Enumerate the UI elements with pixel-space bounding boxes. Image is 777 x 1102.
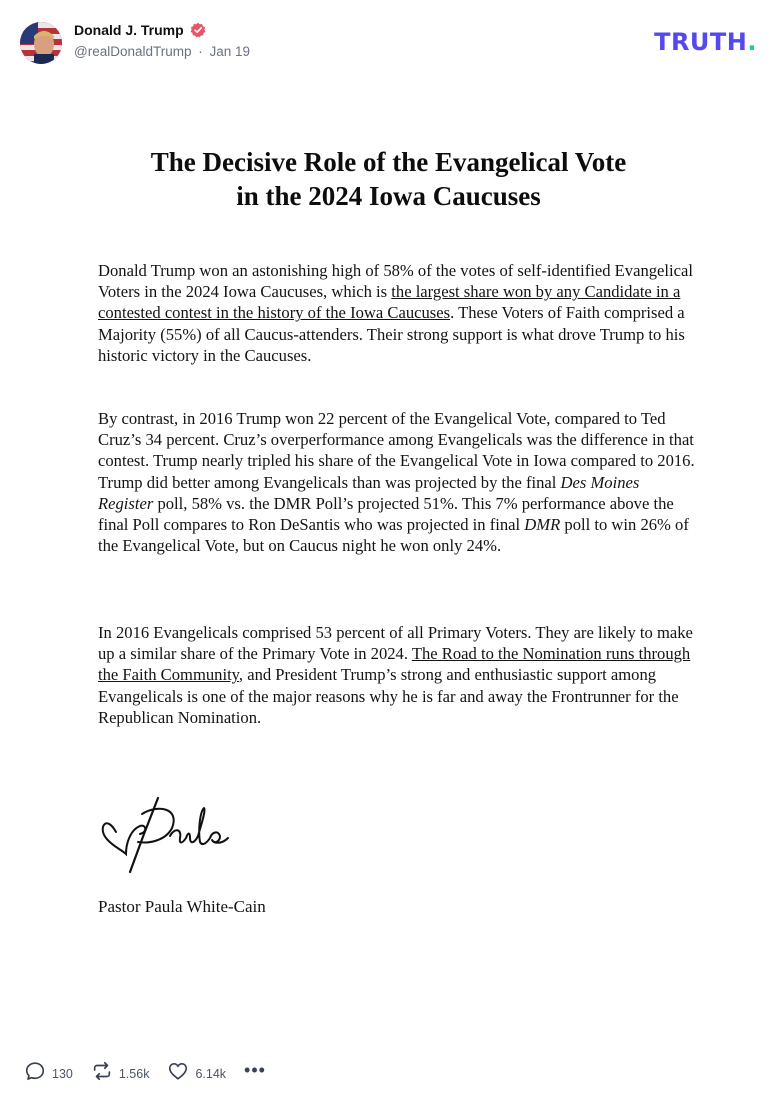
- reply-count: 130: [52, 1066, 73, 1081]
- more-icon: •••: [244, 1060, 266, 1080]
- post-image-letter[interactable]: [20, 82, 757, 1042]
- author-name[interactable]: Donald J. Trump: [74, 22, 184, 38]
- p2-text-c: poll to win 26% of the Evangelical Vote, but on Caucus night he won only 24%.: [98, 515, 689, 556]
- p2-italic-1: Des Moines Register: [98, 472, 640, 513]
- retruth-button[interactable]: [91, 1060, 150, 1087]
- reply-button[interactable]: [24, 1060, 73, 1087]
- p3-text-b: , and President Trump’s strong and enthusiastic support among Evangelicals is one of the major reasons why he is far and away the Frontrunner for the Republican Nomination.: [98, 665, 679, 727]
- logo-dot: .: [747, 28, 757, 56]
- meta-separator: ·: [198, 44, 203, 59]
- reply-icon: [24, 1060, 46, 1087]
- logo-text: TRUTH: [654, 28, 748, 56]
- p2-text-a: By contrast, in 2016 Trump won 22 percent of the Evangelical Vote, compared to Ted Cruz’s 34 percent. Cruz’s overperformance among Evangelicals was the difference in that contest. Trump nearly tripled his share of the Evangelical Vote in Iowa compared to 2016. Trump did better among Evangelicals than was projected by the final: [98, 409, 695, 492]
- retruth-count: 1.56k: [118, 1066, 150, 1081]
- heart-icon: [167, 1060, 189, 1087]
- avatar[interactable]: [20, 22, 62, 64]
- truth-logo[interactable]: [654, 28, 757, 56]
- letter-paragraph-2: [98, 408, 698, 556]
- letter-paragraph-3: [98, 622, 698, 728]
- author-handle[interactable]: @realDonaldTrump: [74, 44, 192, 59]
- like-count: 6.14k: [195, 1066, 227, 1081]
- p1-text-a: Donald Trump won an astonishing high of 58% of the votes of self-identified Evangelical Voters in the 2024 Iowa Caucuses, which is: [98, 261, 693, 302]
- post-meta: [74, 44, 250, 59]
- letter-paragraph-1: [98, 260, 698, 366]
- post-header: [0, 0, 777, 80]
- like-button[interactable]: [167, 1060, 226, 1087]
- post-actions-bar: [24, 1060, 284, 1087]
- signer-name: Pastor Paula White-Cain: [98, 897, 266, 916]
- post-date[interactable]: Jan 19: [209, 44, 251, 59]
- p3-underlined: The Road to the Nomination runs through the Faith Community: [98, 644, 691, 685]
- retruth-icon: [91, 1060, 113, 1087]
- handwritten-signature: [96, 794, 236, 878]
- letter-title-line-1: The Decisive Role of the Evangelical Vote: [150, 147, 627, 177]
- letter-title-line-2: in the 2024 Iowa Caucuses: [236, 181, 541, 211]
- p2-text-b: poll, 58% vs. the DMR Poll’s projected 51%. This 7% performance above the final Poll compares to Ron DeSantis who was projected in final: [98, 493, 674, 535]
- author-block: [74, 22, 250, 59]
- p2-italic-2: DMR: [524, 515, 561, 535]
- more-options-button[interactable]: [244, 1060, 266, 1081]
- p1-underlined: the largest share won by any Candidate in a contested contest in the history of the Iowa Caucuses: [98, 282, 681, 323]
- letter-title: [0, 145, 777, 213]
- verified-badge-icon: [190, 22, 206, 38]
- p3-text-a: In 2016 Evangelicals comprised 53 percent of all Primary Voters. They are likely to make up a similar share of the Primary Vote in 2024.: [98, 623, 693, 664]
- p1-text-b: . These Voters of Faith comprised a Majority (55%) of all Caucus-attenders. Their strong support is what drove Trump to his historic victory in the Caucuses.: [98, 303, 685, 365]
